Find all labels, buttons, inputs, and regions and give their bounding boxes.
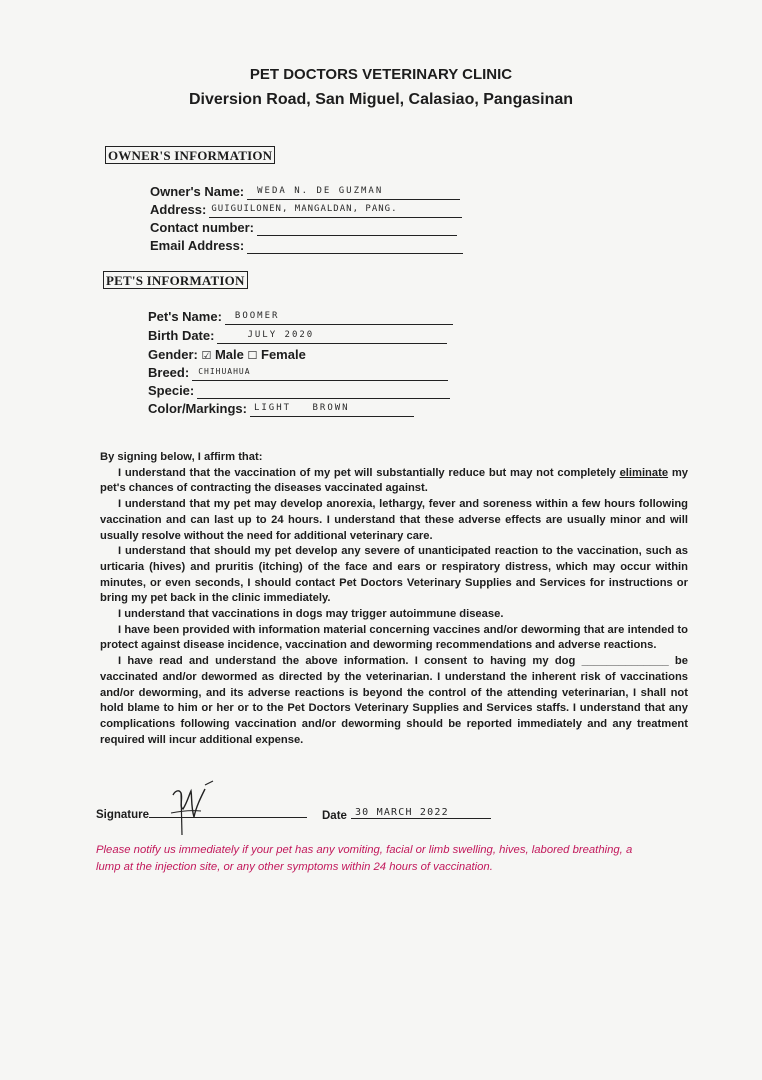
owner-address-label: Address: xyxy=(150,202,207,217)
gender-male-label: Male xyxy=(214,347,244,362)
pet-color-label: Color/Markings: xyxy=(148,401,247,416)
affirmation-paragraph-6: I have read and understand the above information. I consent to having my dog ______________ be vaccinated and/or dewormed as directed by the veterinarian. I understand the inherent risk of vaccinations and/or deworming, and its adverse reactions is beyond the control of the attending veterinarian, I shall not hold blame to him or her or to the Pet Doctors Veterinary Supplies and Services staffs. I understand that any complications following vaccination and/or deworming should be reported immediately and any treatment required will incur additional expense. xyxy=(100,655,688,746)
signature-field[interactable] xyxy=(149,805,307,818)
gender-female-label: Female xyxy=(261,347,306,362)
pet-name-row xyxy=(148,309,453,325)
affirmation-paragraph-3: I understand that should my pet develop any severe of unanticipated reaction to the vaccination, such as urticaria (hives) and pruritis (itching) of the face and ears or respiratory distress, which may occur within minutes, or even seconds, I should contact Pet Doctors Veterinary Supplies and Services for instructions or bring my pet back in the clinic immediately. xyxy=(100,545,688,605)
owner-email-row xyxy=(150,238,463,254)
pet-breed-field[interactable] xyxy=(192,366,448,381)
clinic-name: PET DOCTORS VETERINARY CLINIC xyxy=(249,66,513,83)
affirmation-intro: By signing below, I affirm that: xyxy=(100,451,263,463)
handwritten-signature-icon xyxy=(161,777,231,837)
owner-name-value: WEDA N. DE GUZMAN xyxy=(257,186,384,196)
owner-address-field[interactable] xyxy=(209,203,462,218)
pet-breed-value: CHIHUAHUA xyxy=(198,367,251,376)
signature-label: Signature xyxy=(96,809,150,821)
owner-address-value: GUIGUILONEN, MANGALDAN, PANG. xyxy=(211,204,398,214)
pet-color-field[interactable] xyxy=(250,402,414,417)
vaccination-notice: Please notify us immediately if your pet has any vomiting, facial or limb swelling, hives, labored breathing, a lump at the injection site, or any other symptoms within 24 hours of vaccination. xyxy=(96,844,633,873)
owner-email-label: Email Address: xyxy=(150,238,245,253)
pet-specie-label: Specie: xyxy=(148,383,195,398)
affirmation-paragraph-2: I understand that my pet may develop anorexia, lethargy, fever and soreness within a few hours following vaccination and can last up to 24 hours. I understand that these adverse effects are usually minor and will usually resolve without the need for additional veterinary care. xyxy=(100,498,688,542)
affirmation-paragraph-1: I understand that the vaccination of my pet will substantially reduce but may not completely eliminate my pet's chances of contracting the diseases vaccinated against. xyxy=(100,466,688,495)
pet-specie-field[interactable] xyxy=(197,384,450,399)
pet-gender-label: Gender: xyxy=(148,347,198,362)
date-row xyxy=(322,805,491,822)
pet-breed-label: Breed: xyxy=(148,365,190,380)
owner-address-row xyxy=(150,202,462,218)
gender-female-checkbox[interactable]: ☐ xyxy=(247,350,258,362)
pet-gender-row xyxy=(148,347,306,364)
affirmation-paragraph-4: I understand that vaccinations in dogs may trigger autoimmune disease. xyxy=(118,608,504,621)
pet-color-value: LIGHT BROWN xyxy=(253,403,350,413)
pet-specie-row xyxy=(148,383,450,399)
pet-birth-row xyxy=(148,328,447,344)
owner-contact-field[interactable] xyxy=(257,221,457,236)
date-label: Date xyxy=(322,810,347,822)
pet-breed-row xyxy=(148,365,448,381)
pet-birth-label: Birth Date: xyxy=(148,328,215,343)
signature-row xyxy=(96,805,307,821)
dog-name-blank[interactable]: ______________ xyxy=(581,655,669,668)
clinic-address: Diversion Road, San Miguel, Calasiao, Pangasinan xyxy=(188,91,574,108)
owner-name-label: Owner's Name: xyxy=(150,184,245,199)
owner-email-field[interactable] xyxy=(247,239,463,254)
date-field[interactable] xyxy=(351,805,491,819)
owner-contact-label: Contact number: xyxy=(150,220,254,235)
owner-name-row xyxy=(150,184,460,200)
pet-name-label: Pet's Name: xyxy=(148,309,222,324)
pet-birth-value: JULY 2020 xyxy=(247,330,315,340)
pet-color-row xyxy=(148,401,414,417)
owner-contact-row xyxy=(150,220,457,236)
gender-male-checkbox[interactable]: ☑ xyxy=(201,350,212,362)
affirmation-block xyxy=(100,450,688,748)
affirmation-paragraph-5: I have been provided with information material concerning vaccines and/or deworming that are intended to protect against disease incidence, vaccination and deworming recommendations and adverse reactions. xyxy=(100,623,688,652)
owner-name-field[interactable] xyxy=(247,185,460,200)
pet-section-heading: PET'S INFORMATION xyxy=(103,271,248,289)
owner-section-heading: OWNER'S INFORMATION xyxy=(105,146,275,164)
pet-name-field[interactable] xyxy=(225,310,453,325)
pet-birth-field[interactable] xyxy=(217,329,447,344)
date-value: 30 MARCH 2022 xyxy=(354,807,449,818)
pet-name-value: BOOMER xyxy=(234,311,280,321)
